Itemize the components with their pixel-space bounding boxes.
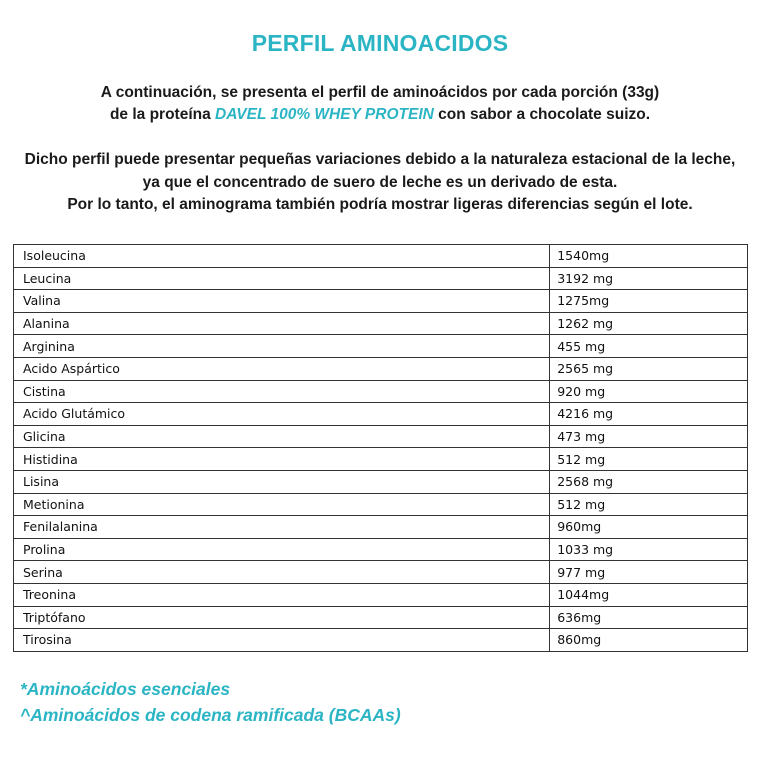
table-row	[14, 606, 748, 629]
amino-name: Acido Aspártico	[14, 357, 550, 380]
amino-value: 512 mg	[550, 448, 748, 471]
variation-note	[0, 149, 760, 217]
amino-name: Leucina	[14, 267, 550, 290]
amino-value: 1275mg	[550, 290, 748, 313]
table-row	[14, 290, 748, 313]
amino-name: Lisina	[14, 470, 550, 493]
amino-name: Triptófano	[14, 606, 550, 629]
table-row	[14, 629, 748, 652]
amino-value: 960mg	[550, 516, 748, 539]
amino-value: 1033 mg	[550, 538, 748, 561]
amino-value: 512 mg	[550, 493, 748, 516]
note-line-3: Por lo tanto, el aminograma también podría mostrar ligeras diferencias según el lote.	[67, 196, 693, 213]
amino-value: 920 mg	[550, 380, 748, 403]
amino-name: Prolina	[14, 538, 550, 561]
table-row	[14, 312, 748, 335]
intro-line-2-before: de la proteína	[109, 106, 216, 123]
table-row	[14, 516, 748, 539]
footnote-bcaa: ^Aminoácidos de codena ramificada (BCAAs)	[20, 705, 401, 725]
amino-value: 4216 mg	[550, 403, 748, 426]
intro-paragraph	[0, 82, 760, 126]
amino-value: 1540mg	[550, 245, 748, 268]
amino-value: 2565 mg	[550, 357, 748, 380]
amino-name: Histidina	[14, 448, 550, 471]
table-row	[14, 245, 748, 268]
page-title: PERFIL AMINOACIDOS	[251, 30, 509, 56]
intro-line-2	[0, 104, 760, 126]
intro-line-1: A continuación, se presenta el perfil de aminoácidos por cada porción (33g)	[100, 84, 660, 101]
amino-value: 473 mg	[550, 425, 748, 448]
amino-name: Alanina	[14, 312, 550, 335]
table-row	[14, 583, 748, 606]
amino-acid-table	[13, 244, 748, 652]
amino-name: Valina	[14, 290, 550, 313]
table-row	[14, 493, 748, 516]
table-row	[14, 561, 748, 584]
amino-value: 977 mg	[550, 561, 748, 584]
amino-name: Metionina	[14, 493, 550, 516]
amino-name: Acido Glutámico	[14, 403, 550, 426]
amino-name: Cistina	[14, 380, 550, 403]
amino-name: Fenilalanina	[14, 516, 550, 539]
table-row	[14, 425, 748, 448]
amino-value: 1262 mg	[550, 312, 748, 335]
amino-name: Isoleucina	[14, 245, 550, 268]
table-row	[14, 335, 748, 358]
amino-name: Serina	[14, 561, 550, 584]
table-row	[14, 403, 748, 426]
footnote-essential: *Aminoácidos esenciales	[20, 679, 231, 699]
product-brand-name: DAVEL 100% WHEY PROTEIN	[215, 106, 434, 123]
amino-name: Glicina	[14, 425, 550, 448]
amino-name: Tirosina	[14, 629, 550, 652]
note-line-2: ya que el concentrado de suero de leche es un derivado de esta.	[142, 173, 618, 191]
note-line-1: Dicho perfil puede presentar pequeñas variaciones debido a la naturaleza estacional de la leche,	[24, 151, 736, 168]
table-row	[14, 448, 748, 471]
table-row	[14, 470, 748, 493]
amino-name: Arginina	[14, 335, 550, 358]
table-row	[14, 380, 748, 403]
footnotes	[20, 676, 401, 728]
amino-value: 860mg	[550, 629, 748, 652]
intro-line-2-after: con sabor a chocolate suizo.	[433, 106, 651, 123]
table-row	[14, 267, 748, 290]
amino-name: Treonina	[14, 583, 550, 606]
amino-value: 3192 mg	[550, 267, 748, 290]
amino-value: 455 mg	[550, 335, 748, 358]
amino-value: 2568 mg	[550, 470, 748, 493]
table-row	[14, 357, 748, 380]
table-row	[14, 538, 748, 561]
amino-value: 636mg	[550, 606, 748, 629]
amino-value: 1044mg	[550, 583, 748, 606]
